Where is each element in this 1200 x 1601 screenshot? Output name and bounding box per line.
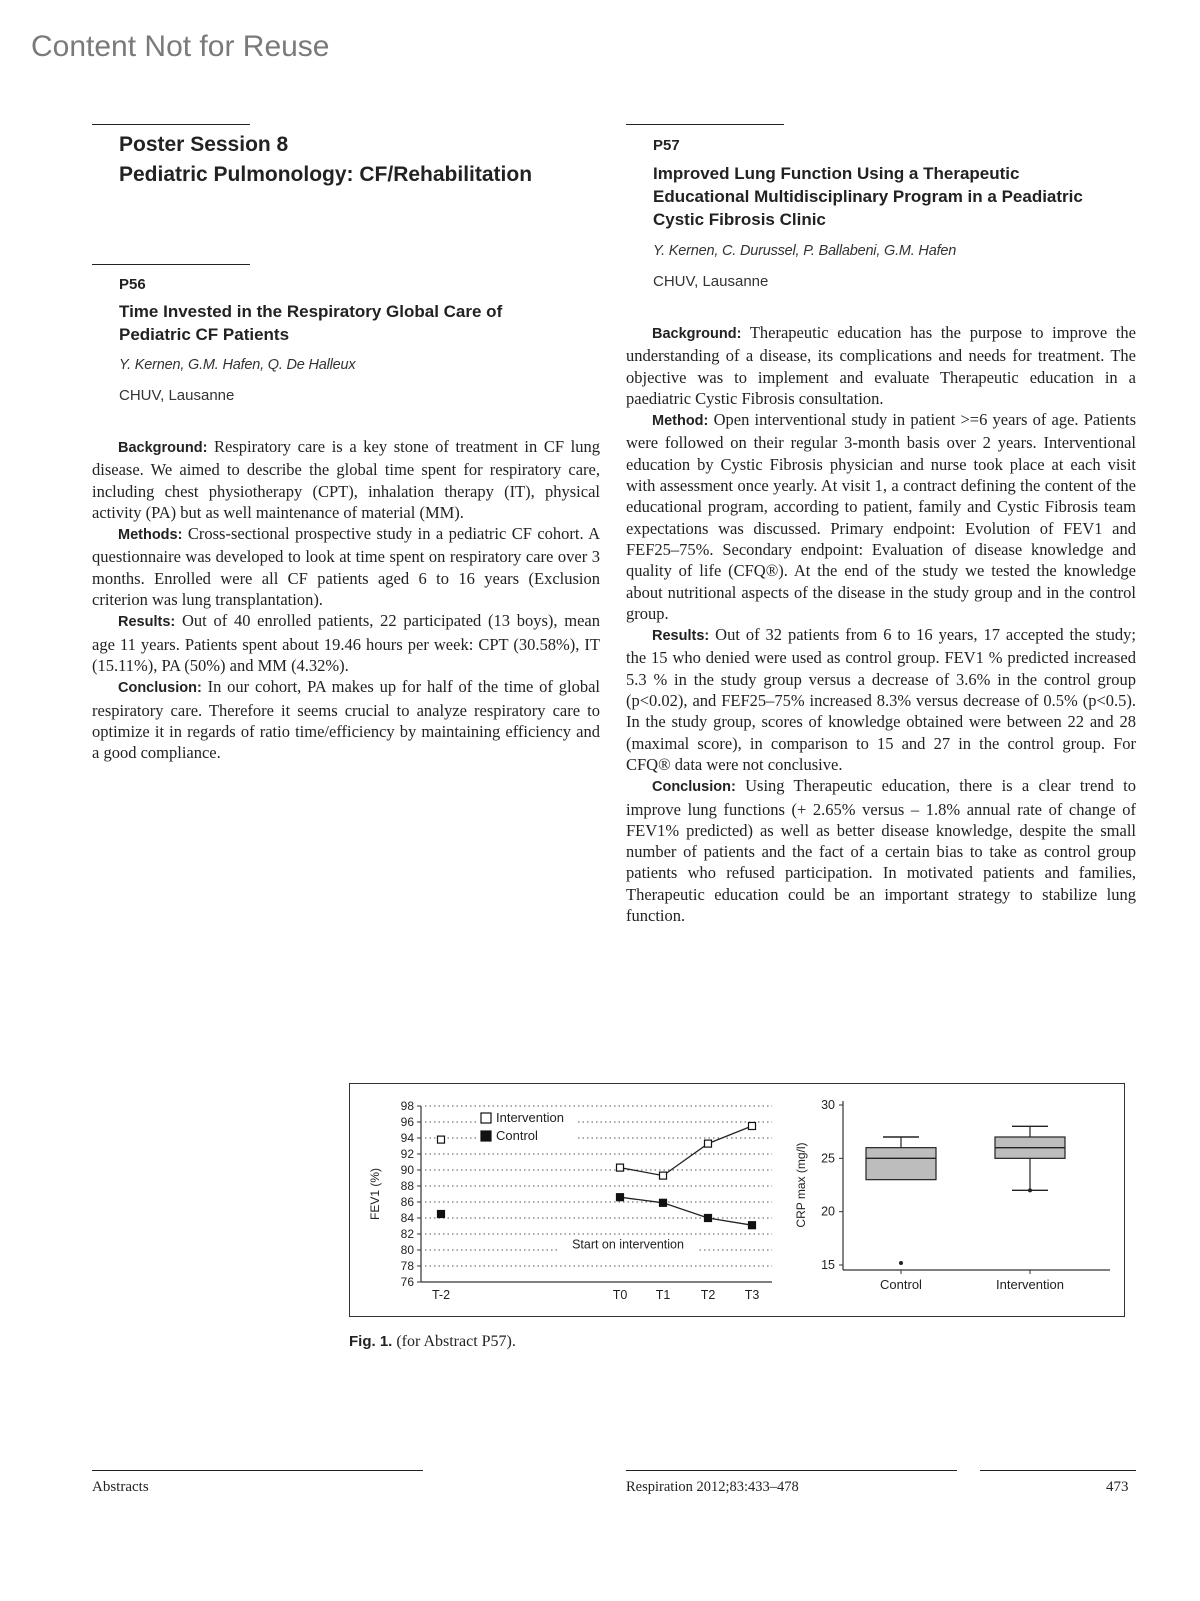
p57-background-para [626, 322, 1136, 409]
p57-conclusion: Using Therapeutic education, there is a clear trend to improve lung functions (+ 2.65% versus – 1.8% annual rate of change of FEV1% predicted) as well as better disease knowledge, despite the small number of patients and the fact of a certain bias to take as control group patients who refused participation. In motivated patients and families, Therapeutic education could be an important strategy to stabilize lung function. [626, 776, 1136, 926]
fev1-line-chart [368, 1099, 772, 1302]
legend-label-control: Control [496, 1128, 538, 1143]
p56-results: Out of 40 enrolled patients, 22 participated (13 boys), mean age 11 years. Patients spent about 19.46 hours per week: CPT (30.58%), IT (15.11%), PA (50%) and MM (4.32%). [92, 611, 600, 675]
fev1-y-tick-label: 76 [400, 1275, 414, 1289]
fev1-y-axis-label: FEV1 (%) [368, 1167, 382, 1221]
fev1-y-tick-label: 98 [400, 1099, 414, 1113]
p57-background-label: Background: [652, 326, 742, 342]
data-point-control [438, 1211, 445, 1218]
p57-method: Open interventional study in patient >=6 years of age. Patients were followed on their regular 3-month basis over 2 years. Interventional education by Cystic Fibrosis physician and nurse took place at each visit with assessment once yearly. At visit 1, a contract defining the content of the educational program, according to patient, family and Cystic Fibrosis team expectations was discussed. Primary endpoint: Evolution of FEV1 and FEF25–75%. Secondary endpoint: Evaluation of disease knowledge and quality of life (CFQ®). At the end of the study we tested the knowledge about nutritional aspects of the disease in the study group and in the control group. [626, 410, 1137, 623]
section-rule-session [92, 124, 250, 125]
p56-title-line1: Time Invested in the Respiratory Global Care of [119, 302, 503, 321]
p57-title-line3: Cystic Fibrosis Clinic [653, 210, 826, 229]
box-control [866, 1148, 936, 1180]
fev1-y-tick-label: 78 [400, 1259, 414, 1273]
fev1-y-tick-label: 96 [400, 1115, 414, 1129]
p57-title-line1: Improved Lung Function Using a Therapeutic [653, 164, 1020, 183]
series-line-intervention [620, 1126, 752, 1176]
fev1-x-tick-label: T2 [700, 1288, 716, 1302]
p56-methods-para [92, 523, 600, 610]
data-point-intervention [438, 1136, 445, 1143]
figure-1-charts [350, 1084, 1123, 1315]
p57-method-para [626, 409, 1136, 624]
p56-affiliation: CHUV, Lausanne [119, 387, 235, 404]
fev1-y-tick-label: 80 [400, 1243, 414, 1257]
footer-journal-section: Abstracts [92, 1479, 149, 1495]
footer-rule-right [980, 1470, 1136, 1471]
legend-swatch-intervention [481, 1113, 491, 1123]
p57-title-line2: Educational Multidisciplinary Program in a Peadiatric [653, 187, 1083, 206]
data-point-intervention [660, 1172, 667, 1179]
footer-rule-center [626, 1470, 957, 1471]
crp-y-axis-label: CRP max (mg/l) [794, 1142, 808, 1228]
figure-1 [349, 1083, 1125, 1317]
section-rule-p56 [92, 264, 250, 265]
p56-body [92, 436, 600, 763]
data-point-intervention [617, 1164, 624, 1171]
p57-conclusion-label: Conclusion: [652, 779, 736, 796]
fev1-x-tick-label: T-2 [431, 1288, 451, 1302]
fev1-y-tick-label: 90 [400, 1163, 414, 1177]
fev1-y-tick-label: 94 [400, 1131, 414, 1145]
p56-id: P56 [119, 276, 146, 293]
crp-y-tick-label: 20 [821, 1204, 835, 1219]
p57-id: P57 [653, 137, 680, 154]
series-line-control [620, 1197, 752, 1225]
fev1-y-tick-label: 86 [400, 1195, 414, 1209]
data-point-intervention [749, 1123, 756, 1130]
p56-title [119, 300, 502, 346]
fev1-x-tick-label: T0 [612, 1288, 628, 1302]
p56-background-label: Background: [118, 440, 208, 456]
fev1-x-tick-label: T3 [744, 1288, 760, 1302]
crp-y-tick-label: 15 [821, 1258, 835, 1272]
footer-page-number: 473 [1106, 1479, 1129, 1495]
crp-y-tick-label: 30 [821, 1098, 835, 1112]
p57-authors: Y. Kernen, C. Durussel, P. Ballabeni, G.M. Hafen [653, 243, 957, 259]
p57-results-label: Results: [652, 628, 710, 645]
p57-affiliation: CHUV, Lausanne [653, 273, 769, 290]
figure-caption [349, 1333, 516, 1351]
data-point-control [705, 1215, 712, 1222]
crp-y-tick-label: 25 [821, 1151, 835, 1166]
p57-results: Out of 32 patients from 6 to 16 years, 17 accepted the study; the 15 who denied were used as control group. FEV1 % predicted increased 5.3 % in the study group versus a decrease of 3.6% in the control group (p<0.02), and FEF25–75% increased 8.3% versus decrease of 0.5% (p<0.5). In the study group, scores of knowledge obtained were between 22 and 28 (maximal score), in comparison to 15 and 27 in the control group. For CFQ® data were not conclusive. [626, 625, 1136, 774]
fev1-y-tick-label: 88 [400, 1179, 414, 1193]
crp-box-plot [794, 1098, 1110, 1292]
legend-swatch-control [481, 1131, 491, 1141]
data-point-control [749, 1222, 756, 1229]
session-title-line2: Pediatric Pulmonology: CF/Rehabilitation [119, 163, 533, 186]
session-title [119, 130, 532, 190]
p56-results-para [92, 610, 600, 676]
p57-background: Therapeutic education has the purpose to improve the understanding of a disease, its complications and needs for treatment. The objective was to implement and evaluate Therapeutic education in a paediatric Cystic Fibrosis consultation. [626, 323, 1137, 408]
p57-body [626, 322, 1136, 926]
p56-title-line2: Pediatric CF Patients [119, 325, 290, 344]
p57-method-label: Method: [652, 413, 709, 430]
p57-conclusion-para [626, 775, 1136, 926]
p56-conclusion-label: Conclusion: [118, 680, 202, 697]
fev1-x-tick-label: T1 [655, 1288, 671, 1302]
data-point-control [617, 1194, 624, 1201]
whisker-point [1028, 1188, 1032, 1192]
figure-caption-text: (for Abstract P57). [396, 1333, 516, 1350]
crp-x-tick-label: Control [880, 1277, 922, 1292]
p56-methods-label: Methods: [118, 527, 183, 544]
data-point-intervention [705, 1140, 712, 1147]
p57-results-para [626, 624, 1136, 775]
watermark: Content Not for Reuse [31, 30, 330, 63]
fev1-y-tick-label: 84 [400, 1211, 414, 1225]
p56-background-para [92, 436, 600, 523]
fev1-y-tick-label: 82 [400, 1227, 414, 1241]
start-intervention-annotation: Start on intervention [572, 1237, 684, 1252]
p56-results-label: Results: [118, 614, 176, 631]
p56-conclusion-para [92, 676, 600, 763]
p56-methods: Cross-sectional prospective study in a pediatric CF cohort. A questionnaire was developed to look at time spent on respiratory care over 3 months. Enrolled were all CF patients aged 6 to 16 years (Exclusion criterion was lung transplantation). [92, 524, 601, 610]
p56-background: Respiratory care is a key stone of treatment in CF lung disease. We aimed to describe the global time spent for respiratory care, including chest physiotherapy (CPT), inhalation therapy (IT), physical activity (PA) but as well maintenance of material (MM). [92, 437, 601, 522]
session-title-line1: Poster Session 8 [119, 133, 289, 156]
crp-x-tick-label: Intervention [996, 1277, 1064, 1292]
fev1-y-tick-label: 92 [400, 1147, 414, 1161]
footer-citation: Respiration 2012;83:433–478 [626, 1479, 799, 1495]
figure-caption-label: Fig. 1. [349, 1333, 393, 1350]
footer-rule-left [92, 1470, 423, 1471]
outlier-point [899, 1261, 903, 1265]
p56-conclusion: In our cohort, PA makes up for half of the time of global respiratory care. Therefore it seems crucial to analyze respiratory care to optimize it in regards of ratio time/efficiency by maintaining efficiency and a good compliance. [92, 677, 600, 763]
legend-label-intervention: Intervention [496, 1110, 564, 1125]
p56-authors: Y. Kernen, G.M. Hafen, Q. De Halleux [119, 357, 356, 373]
data-point-control [660, 1199, 667, 1206]
p57-title [653, 162, 1083, 231]
section-rule-p57 [626, 124, 784, 125]
